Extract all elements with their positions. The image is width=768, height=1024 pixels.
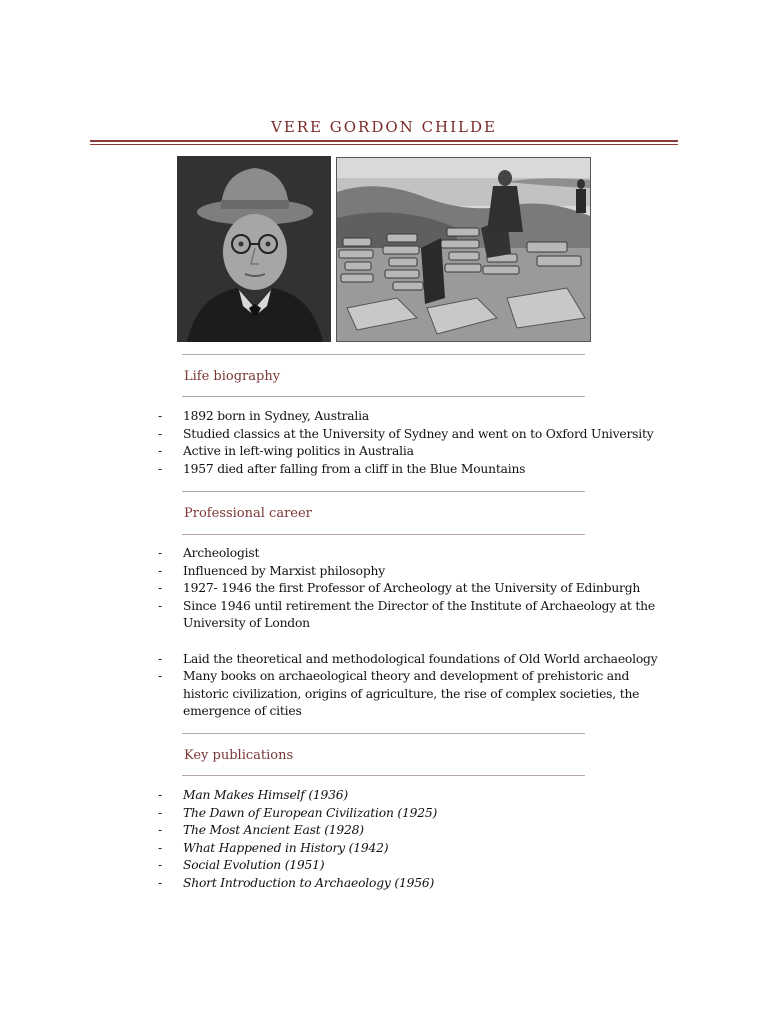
bullet-dash: - xyxy=(158,598,162,613)
list-item xyxy=(158,426,678,444)
key-publications-heading: Key publications xyxy=(184,748,294,763)
bullet-dash: - xyxy=(158,461,162,476)
bullet-dash: - xyxy=(158,581,162,595)
bullet-dash: - xyxy=(158,805,162,820)
list-item-text: Social Evolution (1951) xyxy=(183,858,325,872)
list-item-text: 1927- 1946 the first Professor of Archeology at the University of Edinburgh xyxy=(183,581,641,595)
list-item-text: 1892 born in Sydney, Australia xyxy=(183,409,369,423)
title-divider-bottom xyxy=(90,144,678,145)
list-item xyxy=(158,857,678,875)
list-item-text: 1957 died after falling from a cliff in the Blue Mountains xyxy=(183,461,526,476)
bullet-dash: - xyxy=(158,788,162,802)
bullet-dash: - xyxy=(158,669,162,683)
list-item xyxy=(158,668,663,721)
list-item xyxy=(158,461,678,479)
list-item xyxy=(158,443,678,461)
list-item xyxy=(158,840,678,858)
list-item-text: Active in left-wing politics in Australia xyxy=(183,444,414,458)
bullet-dash: - xyxy=(158,426,162,441)
key-publications-list xyxy=(158,787,678,892)
list-item-text: The Most Ancient East (1928) xyxy=(183,823,364,837)
section-divider xyxy=(182,491,585,492)
list-item xyxy=(158,563,663,581)
bullet-dash: - xyxy=(158,563,162,578)
list-item-text: Studied classics at the University of Sydney and went on to Oxford University xyxy=(183,426,654,441)
professional-career-list xyxy=(158,545,663,721)
list-item-text: Many books on archaeological theory and development of prehistoric and historic civilization, origins of agriculture, the rise of complex societies, the emergence of cities xyxy=(183,669,640,718)
bullet-dash: - xyxy=(158,546,162,560)
bullet-dash: - xyxy=(158,409,162,423)
bullet-dash: - xyxy=(158,840,162,855)
title-divider-top xyxy=(90,140,678,142)
bullet-dash: - xyxy=(158,444,162,458)
list-item-text: Short Introduction to Archaeology (1956) xyxy=(183,875,435,890)
bullet-dash: - xyxy=(158,823,162,837)
list-item xyxy=(158,875,678,893)
professional-career-heading: Professional career xyxy=(184,506,312,521)
section-divider xyxy=(182,396,585,397)
list-item-text: Man Makes Himself (1936) xyxy=(183,788,349,802)
section-divider xyxy=(182,534,585,535)
bullet-dash: - xyxy=(158,875,162,890)
list-item-text: Influenced by Marxist philosophy xyxy=(183,563,385,578)
life-biography-heading: Life biography xyxy=(184,369,281,384)
list-item xyxy=(158,408,678,426)
list-item-text: Laid the theoretical and methodological foundations of Old World archaeology xyxy=(183,651,658,666)
list-item-text: Archeologist xyxy=(183,546,260,560)
list-item xyxy=(158,580,663,598)
list-item xyxy=(158,598,663,633)
list-item xyxy=(158,787,678,805)
list-item-text: What Happened in History (1942) xyxy=(183,840,389,855)
list-item xyxy=(158,805,678,823)
bullet-dash: - xyxy=(158,858,162,872)
excavation-site-photo xyxy=(336,157,591,342)
page-title: VERE GORDON CHILDE xyxy=(270,118,497,136)
list-item xyxy=(158,822,678,840)
list-item-text: Since 1946 until retirement the Director of the Institute of Archaeology at the University of London xyxy=(183,598,655,630)
bullet-dash: - xyxy=(158,651,162,666)
section-divider xyxy=(182,733,585,734)
list-item-text: The Dawn of European Civilization (1925) xyxy=(183,805,438,820)
life-biography-list xyxy=(158,408,678,478)
list-item xyxy=(158,545,663,563)
list-item xyxy=(158,651,663,669)
section-divider xyxy=(182,775,585,776)
section-divider xyxy=(182,354,585,355)
portrait-photo xyxy=(177,156,331,342)
